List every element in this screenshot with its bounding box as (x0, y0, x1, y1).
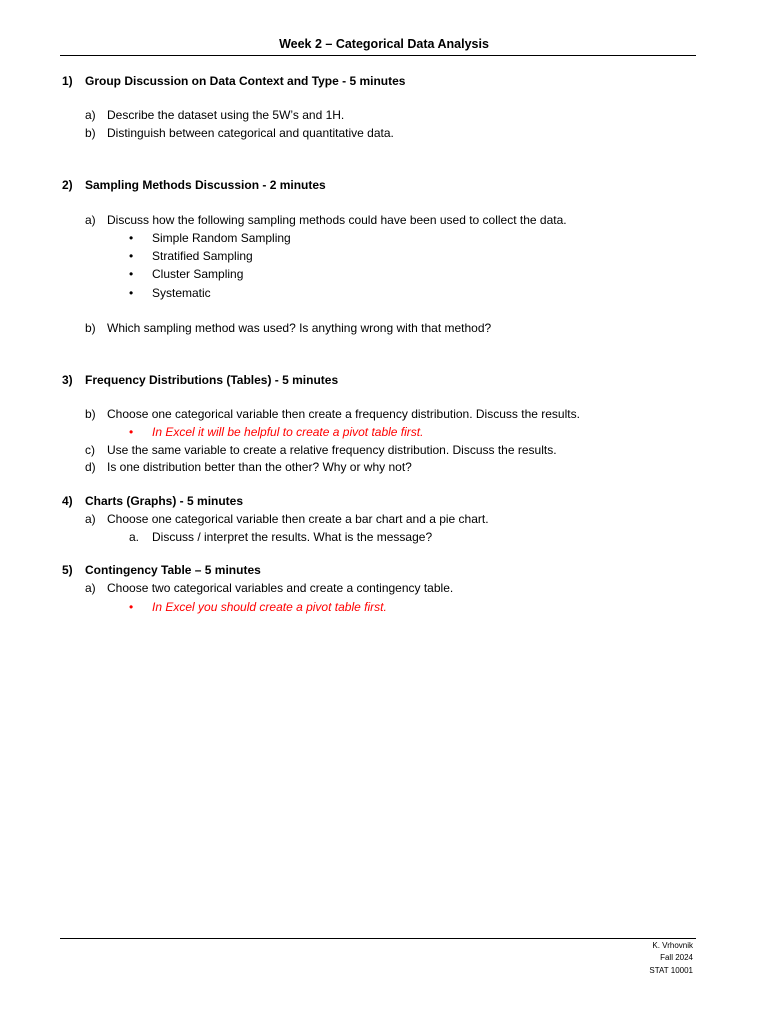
section-3-item-c-text: Use the same variable to create a relative frequency distribution. Discuss the results. (107, 443, 557, 457)
section-5-item-a-text: Choose two categorical variables and create a contingency table. (107, 581, 454, 595)
section-4-subitem-text: Discuss / interpret the results. What is the message? (152, 530, 433, 544)
section-4-subitem-letter: a. (129, 530, 140, 544)
excel-tip-note: In Excel you should create a pivot table first. (152, 600, 387, 614)
footer-divider (60, 938, 696, 939)
section-3-item-c-letter: c) (85, 443, 95, 457)
section-2-item-b-letter: b) (85, 321, 96, 335)
section-5-item-a-letter: a) (85, 581, 96, 595)
bullet-icon: • (129, 600, 134, 614)
section-1-number: 1) (62, 74, 73, 88)
section-2-item-b-text: Which sampling method was used? Is anything wrong with that method? (107, 321, 492, 335)
footer-author: K. Vrhovnik (652, 941, 693, 950)
section-2-number: 2) (62, 178, 73, 192)
section-4-item-a-letter: a) (85, 512, 96, 526)
sampling-method-item: Cluster Sampling (152, 267, 244, 281)
section-2-item-a-text: Discuss how the following sampling methods could have been used to collect the data. (107, 213, 567, 227)
excel-tip-note: In Excel it will be helpful to create a pivot table first. (152, 425, 424, 439)
bullet-icon: • (129, 286, 134, 300)
sampling-method-item: Simple Random Sampling (152, 231, 291, 245)
section-1-title: Group Discussion on Data Context and Type - 5 minutes (85, 74, 406, 88)
section-5-number: 5) (62, 563, 73, 577)
section-1-item-b-text: Distinguish between categorical and quantitative data. (107, 126, 394, 140)
bullet-icon: • (129, 425, 134, 439)
page-title: Week 2 – Categorical Data Analysis (279, 37, 489, 51)
sampling-method-item: Systematic (152, 286, 211, 300)
bullet-icon: • (129, 231, 134, 245)
section-2-title: Sampling Methods Discussion - 2 minutes (85, 178, 326, 192)
bullet-icon: • (129, 249, 134, 263)
footer-term: Fall 2024 (660, 953, 693, 962)
section-5-title: Contingency Table – 5 minutes (85, 563, 261, 577)
section-3-item-d-text: Is one distribution better than the other? Why or why not? (107, 460, 412, 474)
section-3-item-b-text: Choose one categorical variable then create a frequency distribution. Discuss the results. (107, 407, 580, 421)
section-4-item-a-text: Choose one categorical variable then create a bar chart and a pie chart. (107, 512, 489, 526)
section-3-number: 3) (62, 373, 73, 387)
bullet-icon: • (129, 267, 134, 281)
sampling-method-item: Stratified Sampling (152, 249, 253, 263)
section-3-title: Frequency Distributions (Tables) - 5 minutes (85, 373, 339, 387)
section-4-number: 4) (62, 494, 73, 508)
section-1-item-a-letter: a) (85, 108, 96, 122)
section-4-title: Charts (Graphs) - 5 minutes (85, 494, 244, 508)
section-1-item-b-letter: b) (85, 126, 96, 140)
section-3-item-b-letter: b) (85, 407, 96, 421)
section-1-item-a-text: Describe the dataset using the 5W’s and 1H. (107, 108, 345, 122)
section-3-item-d-letter: d) (85, 460, 96, 474)
footer-course: STAT 10001 (649, 966, 693, 975)
header-divider (60, 55, 696, 56)
section-2-item-a-letter: a) (85, 213, 96, 227)
